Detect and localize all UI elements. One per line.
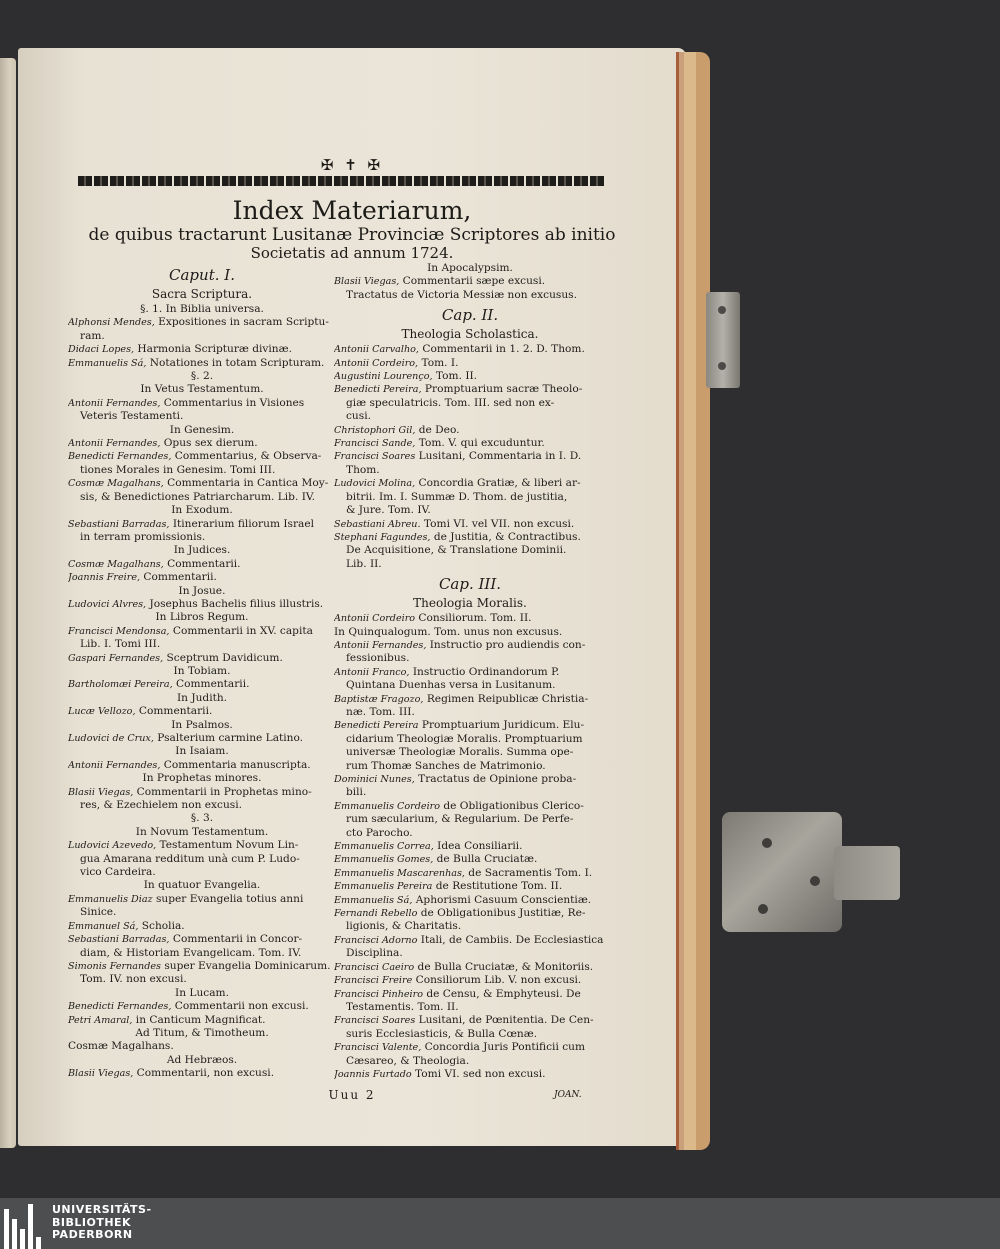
library-logo-icon xyxy=(0,1200,46,1249)
entry-continuation: bitrii. Im. I. Summæ D. Thom. de justitia, xyxy=(346,490,568,503)
section-heading: Theologia Moralis. xyxy=(413,596,527,611)
subsection-heading: In Josue. xyxy=(178,584,226,597)
index-entry xyxy=(334,518,606,531)
index-entry xyxy=(68,437,336,450)
author-name: Antonii Cordeiro, xyxy=(334,357,419,369)
author-name: Blasii Viegas, xyxy=(68,1068,134,1080)
entry-text: Cosmæ Magalhans. xyxy=(68,1040,174,1053)
entry-text: Idea Consiliarii. xyxy=(433,840,523,853)
entry-continuation: Sinice. xyxy=(80,906,117,919)
author-name: Bartholomæi Pereira, xyxy=(68,679,173,691)
author-name: Christophori Gil, xyxy=(334,424,416,436)
author-name: Dominici Nunes, xyxy=(334,774,415,785)
entry-text: Lusitani, Commentaria in I. D. xyxy=(415,450,582,463)
index-entry xyxy=(334,961,606,974)
entry-continuation: fessionibus. xyxy=(346,652,410,665)
entry-text: Scholia. xyxy=(138,919,185,932)
index-entry xyxy=(334,1014,606,1027)
entry-continuation: vico Cardeira. xyxy=(80,866,156,879)
entry-continuation: Lib. I. Tomi III. xyxy=(80,638,161,651)
author-name: Emmanuelis Cordeiro xyxy=(334,800,441,812)
entry-text: Commentarii. xyxy=(163,557,241,570)
entry-continuation: universæ Theologiæ Moralis. Summa ope- xyxy=(346,746,574,759)
subsection-heading: In Exodum. xyxy=(171,504,233,517)
entry-continuation: tiones Morales in Genesim. Tomi III. xyxy=(80,463,276,476)
index-entry xyxy=(334,626,606,639)
section-heading: Theologia Scholastica. xyxy=(401,327,539,342)
entry-text: Commentaria in Cantica Moy- xyxy=(163,477,329,490)
right-text-column xyxy=(334,262,606,1081)
author-name: Sebastiani Abreu. xyxy=(334,518,421,530)
index-entry xyxy=(334,370,606,383)
author-name: Francisci Sande, xyxy=(334,438,416,450)
author-name: Antonii Cordeiro xyxy=(334,613,416,625)
index-entry xyxy=(334,639,606,652)
catchword: JOAN. xyxy=(554,1090,582,1100)
entry-text: de Sacramentis Tom. I. xyxy=(464,866,593,879)
index-entry xyxy=(68,625,336,638)
section-heading: Sacra Scriptura. xyxy=(151,287,253,301)
index-entry xyxy=(68,1067,336,1080)
author-name: Emmanuelis Sá, xyxy=(68,357,147,369)
index-entry xyxy=(68,357,336,370)
index-entry xyxy=(334,424,606,437)
index-entry xyxy=(68,1014,336,1027)
index-entry xyxy=(334,1041,606,1054)
index-entry xyxy=(334,800,606,813)
author-name: Emmanuelis Gomes, xyxy=(334,854,434,866)
entry-continuation: Lib. II. xyxy=(346,557,382,570)
entry-continuation: cusi. xyxy=(346,410,371,423)
page-subtitle-1: de quibus tractarunt Lusitanæ Provinciæ Scriptores ab initio xyxy=(88,225,616,245)
subsection-heading: In Genesim. xyxy=(169,423,235,436)
index-entry xyxy=(334,357,606,370)
rivet-icon xyxy=(758,904,768,914)
left-page-edge xyxy=(0,58,16,1148)
entry-text: de Bulla Cruciatæ, & Monitoriis. xyxy=(414,960,594,973)
author-name: Fernandi Rebello xyxy=(334,908,418,920)
subsection-heading: In Novum Testamentum. xyxy=(135,825,269,838)
index-entry xyxy=(334,343,606,356)
index-entry xyxy=(68,933,336,946)
entry-continuation: Tractatus de Victoria Messiæ non excusus. xyxy=(346,288,577,301)
entry-continuation: gua Amarana redditum unà cum P. Ludo- xyxy=(80,852,300,865)
entry-text: Instructio pro audiendis con- xyxy=(426,638,586,651)
entry-text: Itali, de Cambiis. De Ecclesiastica xyxy=(417,933,604,946)
ornamental-border xyxy=(78,176,606,186)
entry-continuation: Cæsareo, & Theologia. xyxy=(346,1054,470,1067)
entry-continuation: & Jure. Tom. IV. xyxy=(346,504,431,517)
subsection-heading: Ad Titum, & Timotheum. xyxy=(135,1026,269,1039)
author-name: Blasii Viegas, xyxy=(334,276,400,288)
index-entry xyxy=(334,867,606,880)
index-entry xyxy=(68,678,336,691)
index-entry xyxy=(334,383,606,396)
entry-text: Concordia Juris Pontificii cum xyxy=(421,1041,585,1054)
page-subtitle-2: Societatis ad annum 1724. xyxy=(250,244,454,262)
index-entry xyxy=(334,693,606,706)
author-name: Emmanuelis Sá, xyxy=(334,894,413,906)
author-name: Francisci Pinheiro xyxy=(334,988,423,1000)
entry-text: Commentarii in Prophetas mino- xyxy=(133,785,312,798)
rivet-icon xyxy=(718,306,726,314)
author-name: Emmanuel Sá, xyxy=(68,920,139,932)
entry-text: Promptuarium Juridicum. Elu- xyxy=(418,719,585,732)
entry-continuation: diam, & Historiam Evangelicam. Tom. IV. xyxy=(80,946,302,959)
rivet-icon xyxy=(718,362,726,370)
author-name: Blasii Viegas, xyxy=(68,786,134,798)
entry-text: Commentarii sæpe excusi. xyxy=(399,275,546,288)
entry-continuation: sis, & Benedictiones Patriarcharum. Lib. IV. xyxy=(80,490,316,503)
subsection-heading: In Lucam. xyxy=(175,986,229,999)
entry-text: de Bulla Cruciatæ. xyxy=(433,853,538,866)
library-name xyxy=(52,1204,152,1242)
index-entry xyxy=(68,571,336,584)
page-title: Index Materiarum, xyxy=(232,196,472,225)
entry-text: Sceptrum Davidicum. xyxy=(163,651,283,664)
author-name: Benedicti Pereira xyxy=(334,720,419,732)
entry-text: Promptuarium sacræ Theolo- xyxy=(421,383,583,396)
author-name: Gaspari Fernandes, xyxy=(68,652,164,664)
library-name-line-1: UNIVERSITÄTS- xyxy=(52,1203,152,1216)
entry-continuation: ligionis, & Charitatis. xyxy=(346,920,462,933)
entry-continuation: suris Ecclesiasticis, & Bulla Cœnæ. xyxy=(346,1027,538,1040)
index-entry xyxy=(334,477,606,490)
author-name: Ludovici Alvres, xyxy=(68,598,147,610)
author-name: Antonii Fernandes, xyxy=(334,639,427,651)
author-name: Cosmæ Magalhans, xyxy=(68,558,164,570)
index-entry xyxy=(334,907,606,920)
index-entry xyxy=(334,773,606,786)
index-entry xyxy=(68,960,336,973)
author-name: Antonii Fernandes, xyxy=(68,438,161,450)
book-clasp-lower xyxy=(722,812,842,932)
library-name-line-3: PADERBORN xyxy=(52,1228,133,1241)
index-entry xyxy=(68,558,336,571)
entry-continuation: De Acquisitione, & Translatione Dominii. xyxy=(346,544,567,557)
subsection-heading: In Prophetas minores. xyxy=(142,772,262,785)
author-name: Francisci Soares xyxy=(334,451,416,463)
author-name: Alphonsi Mendes, xyxy=(68,317,155,329)
entry-text: Tom. V. qui excuduntur. xyxy=(415,437,545,450)
entry-text: Opus sex dierum. xyxy=(160,437,258,450)
entry-text: super Evangelia Dominicarum. xyxy=(160,959,331,972)
entry-continuation: rum sæcularium, & Regularium. De Perfe- xyxy=(346,813,574,826)
author-name: Francisci Freire xyxy=(334,975,413,987)
entry-text: Tomi VI. sed non excusi. xyxy=(411,1067,546,1080)
entry-text: Concordia Gratiæ, & liberi ar- xyxy=(415,477,581,490)
author-name: Antonii Fernandes, xyxy=(68,397,161,409)
entry-text: Expositiones in sacram Scriptu- xyxy=(154,316,329,329)
index-entry xyxy=(334,974,606,987)
entry-continuation: næ. Tom. III. xyxy=(346,705,415,718)
entry-continuation: Thom. xyxy=(346,463,380,476)
index-entry xyxy=(68,397,336,410)
entry-continuation: Disciplina. xyxy=(346,947,403,960)
author-name: Sebastiani Barradas, xyxy=(68,518,170,530)
index-entry xyxy=(334,275,606,288)
index-entry xyxy=(68,786,336,799)
index-entry xyxy=(68,705,336,718)
index-entry xyxy=(68,316,336,329)
index-entry xyxy=(334,719,606,732)
author-name: Petri Amaral, xyxy=(68,1014,133,1026)
entry-continuation: Quintana Duenhas versa in Lusitanum. xyxy=(346,679,556,692)
entry-text: Instructio Ordinandorum P. xyxy=(409,665,560,678)
entry-text: In Quinqualogum. Tom. unus non excusus. xyxy=(334,625,563,638)
entry-continuation: cidarium Theologiæ Moralis. Promptuarium xyxy=(346,732,583,745)
subsection-heading: Ad Hebræos. xyxy=(166,1053,238,1066)
index-entry xyxy=(334,437,606,450)
entry-text: de Obligationibus Justitiæ, Re- xyxy=(417,907,586,920)
index-entry xyxy=(68,598,336,611)
index-entry xyxy=(334,934,606,947)
entry-text: super Evangelia totius anni xyxy=(152,892,304,905)
author-name: Augustini Lourenço, xyxy=(334,371,433,383)
entry-continuation: ram. xyxy=(80,329,105,342)
index-entry xyxy=(334,988,606,1001)
author-name: Benedicti Fernandes, xyxy=(68,1001,172,1013)
subsection-heading: §. 2. xyxy=(190,370,214,383)
author-name: Emmanuelis Pereira xyxy=(334,881,433,893)
subsection-heading: §. 3. xyxy=(190,812,214,825)
index-entry xyxy=(68,450,336,463)
entry-continuation: rum Thomæ Sanches de Matrimonio. xyxy=(346,759,546,772)
entry-continuation: cto Parocho. xyxy=(346,826,413,839)
index-entry xyxy=(68,759,336,772)
entry-text: Commentarii non excusi. xyxy=(171,1000,309,1013)
entry-text: Commentarius, & Observa- xyxy=(171,450,322,463)
index-entry xyxy=(68,732,336,745)
library-name-line-2: BIBLIOTHEK xyxy=(52,1215,132,1229)
index-entry xyxy=(68,893,336,906)
entry-text: de Censu, & Emphyteusi. De xyxy=(423,987,581,1000)
entry-text: Itinerarium filiorum Israel xyxy=(169,517,315,530)
author-name: Didaci Lopes, xyxy=(68,344,135,356)
author-name: Lucæ Vellozo, xyxy=(68,706,136,718)
entry-text: Commentarius in Visiones xyxy=(160,396,305,409)
chapter-heading: Cap. II. xyxy=(441,306,499,325)
author-name: Emmanuelis Correa, xyxy=(334,841,434,853)
author-name: Joannis Furtado xyxy=(334,1068,412,1080)
chapter-heading: Cap. III. xyxy=(438,575,502,594)
subsection-heading: In quatuor Evangelia. xyxy=(143,879,261,892)
author-name: Ludovici Azevedo, xyxy=(68,840,157,852)
index-entry xyxy=(334,666,606,679)
entry-text: Consiliorum. Tom. II. xyxy=(415,612,532,625)
subsection-heading: §. 1. In Biblia universa. xyxy=(140,303,264,315)
author-name: Joannis Freire, xyxy=(68,572,141,584)
index-entry xyxy=(68,343,336,356)
author-name: Antonii Franco, xyxy=(334,666,410,678)
subsection-heading: In Apocalypsim. xyxy=(427,262,513,274)
entry-text: Tom. II. xyxy=(432,370,478,383)
entry-text: Commentarii, non excusi. xyxy=(133,1067,275,1080)
subsection-heading: In Tobiam. xyxy=(173,664,231,677)
index-entry xyxy=(334,894,606,907)
entry-text: Tractatus de Opinione proba- xyxy=(414,773,577,785)
signature-mark: Uuu 2 xyxy=(328,1088,376,1102)
subsection-heading: In Judices. xyxy=(173,544,231,557)
entry-continuation: Veteris Testamenti. xyxy=(80,410,184,423)
entry-text: Psalterium carmine Latino. xyxy=(153,732,304,744)
left-text-column xyxy=(68,262,336,1081)
entry-text: Commentarii. xyxy=(135,705,213,718)
entry-text: Aphorismi Casuum Conscientiæ. xyxy=(412,893,592,906)
entry-text: Regimen Reipublicæ Christia- xyxy=(423,692,589,705)
index-entry xyxy=(68,920,336,933)
entry-continuation: Testamentis. Tom. II. xyxy=(346,1000,459,1013)
author-name: Francisci Mendonsa, xyxy=(68,625,170,637)
index-entry xyxy=(334,880,606,893)
entry-text: Josephus Bachelis filius illustris. xyxy=(146,597,324,610)
chapter-heading: Caput. I. xyxy=(169,266,235,284)
author-name: Stephani Fagundes, xyxy=(334,531,431,543)
entry-continuation: Tom. IV. non excusi. xyxy=(80,973,187,986)
rivet-icon xyxy=(810,876,820,886)
subsection-heading: In Psalmos. xyxy=(171,718,233,731)
clasp-tab xyxy=(834,846,900,900)
entry-text: Commentaria manuscripta. xyxy=(160,758,311,771)
entry-continuation: giæ speculatricis. Tom. III. sed non ex- xyxy=(346,396,555,409)
index-entry xyxy=(334,840,606,853)
entry-text: Consiliorum Lib. V. non excusi. xyxy=(412,974,582,987)
entry-text: Commentarii. xyxy=(172,678,250,691)
author-name: Emmanuelis Diaz xyxy=(68,893,153,905)
entry-text: Notationes in totam Scripturam. xyxy=(146,356,325,369)
entry-text: de Deo. xyxy=(415,423,460,436)
subsection-heading: In Vetus Testamentum. xyxy=(140,383,264,396)
index-entry xyxy=(68,1040,336,1053)
index-entry xyxy=(334,1068,606,1081)
entry-text: de Obligationibus Clerico- xyxy=(440,799,584,812)
author-name: Ludovici Molina, xyxy=(334,478,416,490)
book-clasp-upper xyxy=(706,292,740,388)
entry-continuation: in terram promissionis. xyxy=(80,530,206,543)
entry-text: de Restitutione Tom. II. xyxy=(432,880,563,893)
entry-text: Lusitani, de Pœnitentia. De Cen- xyxy=(415,1014,594,1027)
author-name: Simonis Fernandes xyxy=(68,960,161,972)
author-name: Baptistæ Fragozo, xyxy=(334,693,424,705)
subsection-heading: In Libros Regum. xyxy=(155,611,249,624)
index-entry xyxy=(68,1000,336,1013)
author-name: Cosmæ Magalhans, xyxy=(68,478,164,490)
rivet-icon xyxy=(762,838,772,848)
index-entry xyxy=(68,477,336,490)
author-name: Sebastiani Barradas, xyxy=(68,934,170,946)
author-name: Ludovici de Crux, xyxy=(68,733,154,744)
index-entry xyxy=(68,839,336,852)
book-page xyxy=(18,48,686,1146)
entry-continuation: bili. xyxy=(346,786,367,799)
entry-continuation: res, & Ezechielem non excusi. xyxy=(80,799,242,812)
index-entry xyxy=(334,450,606,463)
entry-text: de Justitia, & Contractibus. xyxy=(430,530,581,543)
header-ornament: ✠ ✝ ✠ xyxy=(320,156,384,174)
entry-text: Tomi VI. vel VII. non excusi. xyxy=(420,517,575,530)
entry-text: Commentarii in 1. 2. D. Thom. xyxy=(418,343,585,356)
author-name: Antonii Carvalho, xyxy=(334,344,419,356)
author-name: Francisci Adorno xyxy=(334,934,418,946)
entry-text: Testamentum Novum Lin- xyxy=(156,839,299,852)
author-name: Benedicti Pereira, xyxy=(334,384,422,396)
index-entry xyxy=(334,531,606,544)
entry-text: Tom. I. xyxy=(418,356,459,369)
entry-text: in Canticum Magnificat. xyxy=(132,1013,266,1026)
author-name: Francisci Valente, xyxy=(334,1042,422,1054)
author-name: Emmanuelis Mascarenhas, xyxy=(334,867,465,879)
entry-text: Commentarii in Concor- xyxy=(169,933,303,946)
entry-text: Commentarii. xyxy=(140,571,217,584)
index-entry xyxy=(334,853,606,866)
entry-text: Harmonia Scripturæ divinæ. xyxy=(134,343,292,356)
subsection-heading: In Isaiam. xyxy=(175,745,229,758)
page-edge xyxy=(676,52,710,1150)
index-entry xyxy=(68,518,336,531)
index-entry xyxy=(68,652,336,665)
author-name: Benedicti Fernandes, xyxy=(68,451,172,463)
author-name: Francisci Soares xyxy=(334,1015,416,1027)
entry-text: Commentarii in XV. capita xyxy=(169,624,313,637)
subsection-heading: In Judith. xyxy=(176,691,228,704)
author-name: Francisci Caeiro xyxy=(334,961,415,973)
author-name: Antonii Fernandes, xyxy=(68,759,161,771)
index-entry xyxy=(334,612,606,625)
